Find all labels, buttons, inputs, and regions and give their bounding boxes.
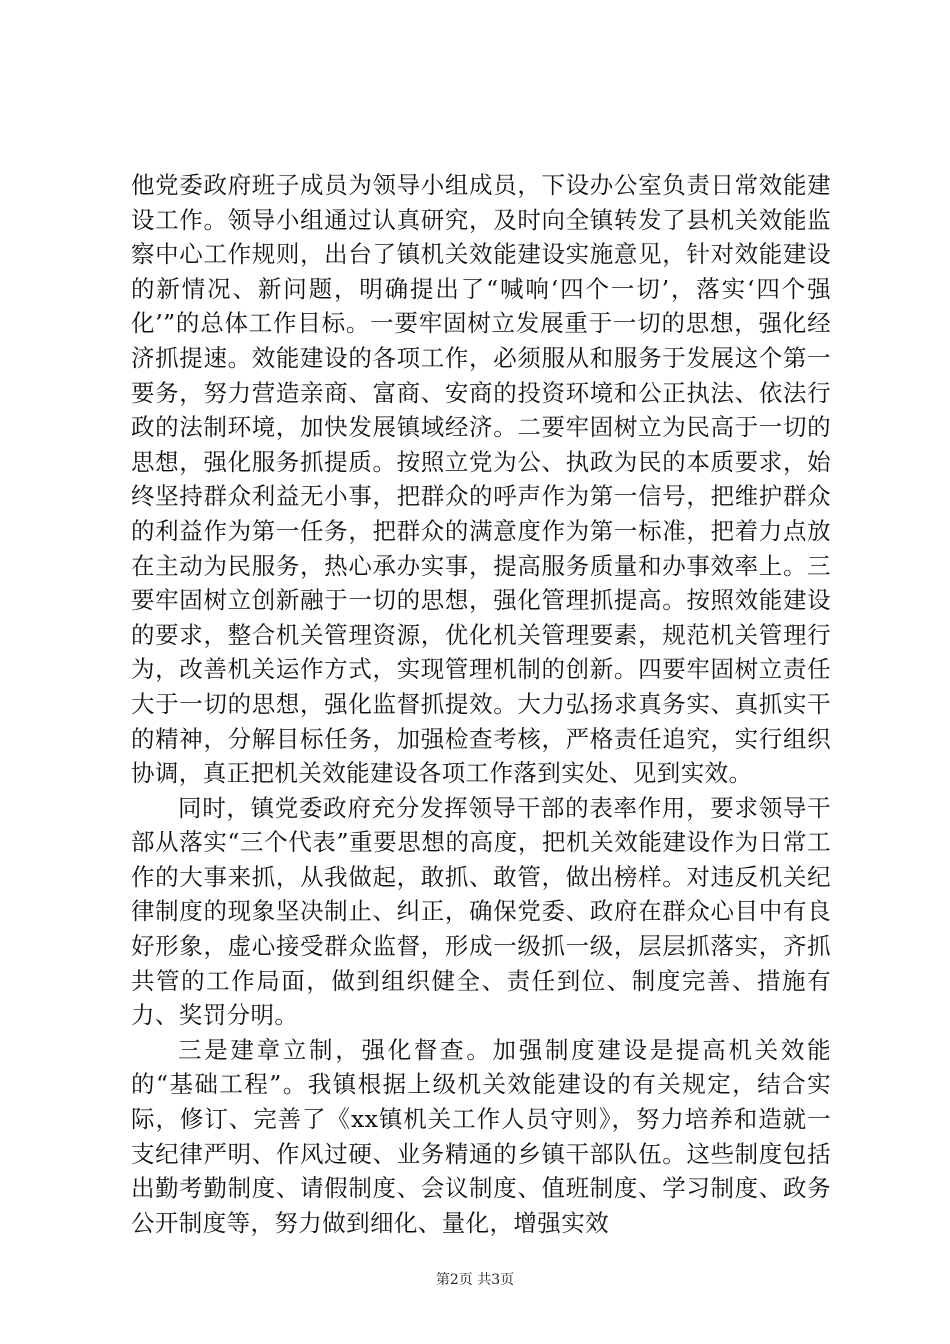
page-total: 共3页: [477, 1272, 515, 1288]
page-footer: [0, 1270, 950, 1290]
paragraph-2: 同时，镇党委政府充分发挥领导干部的表率作用，要求领导干部从落实“三个代表”重要思想的高度，把机关效能建设作为日常工作的大事来抓，从我做起，敢抓、敢管，做出榜样。对违反机关纪律制度的现象坚决制止、纠正，确保党委、政府在群众心目中有良好形象，虚心接受群众监督，形成一级抓一级，层层抓落实，齐抓共管的工作局面，做到组织健全、责任到位、制度完善、措施有力、奖罚分明。: [131, 793, 831, 1030]
paragraph-3: 三是建章立制，强化督查。加强制度建设是提高机关效能的“基础工程”。我镇根据上级机关效能建设的有关规定，结合实际，修订、完善了《xx镇机关工作人员守则》，努力培养和造就一支纪律严明、作风过硬、业务精通的乡镇干部队伍。这些制度包括出勤考勤制度、请假制度、会议制度、值班制度、学习制度、政务公开制度等，努力做到细化、量化，增强实效: [131, 1035, 831, 1237]
page-number: 第2页: [435, 1272, 473, 1288]
document-body: [131, 168, 831, 1240]
paragraph-1: 他党委政府班子成员为领导小组成员，下设办公室负责日常效能建设工作。领导小组通过认真研究，及时向全镇转发了县机关效能监察中心工作规则，出台了镇机关效能建设实施意见，针对效能建设的新情况、新问题，明确提出了“喊响‘四个一切’，落实‘四个强化’”的总体工作目标。一要牢固树立发展重于一切的思想，强化经济抓提速。效能建设的各项工作，必须服从和服务于发展这个第一要务，努力营造亲商、富商、安商的投资环境和公正执法、依法行政的法制环境，加快发展镇域经济。二要牢固树立为民高于一切的思想，强化服务抓提质。按照立党为公、执政为民的本质要求，始终坚持群众利益无小事，把群众的呼声作为第一信号，把维护群众的利益作为第一任务，把群众的满意度作为第一标准，把着力点放在主动为民服务，热心承办实事，提高服务质量和办事效率上。三要牢固树立创新融于一切的思想，强化管理抓提高。按照效能建设的要求，整合机关管理资源，优化机关管理要素，规范机关管理行为，改善机关运作方式，实现管理机制的创新。四要牢固树立责任大于一切的思想，强化监督抓提效。大力弘扬求真务实、真抓实干的精神，分解目标任务，加强检查考核，严格责任追究，实行组织协调，真正把机关效能建设各项工作落到实处、见到实效。: [131, 171, 831, 788]
